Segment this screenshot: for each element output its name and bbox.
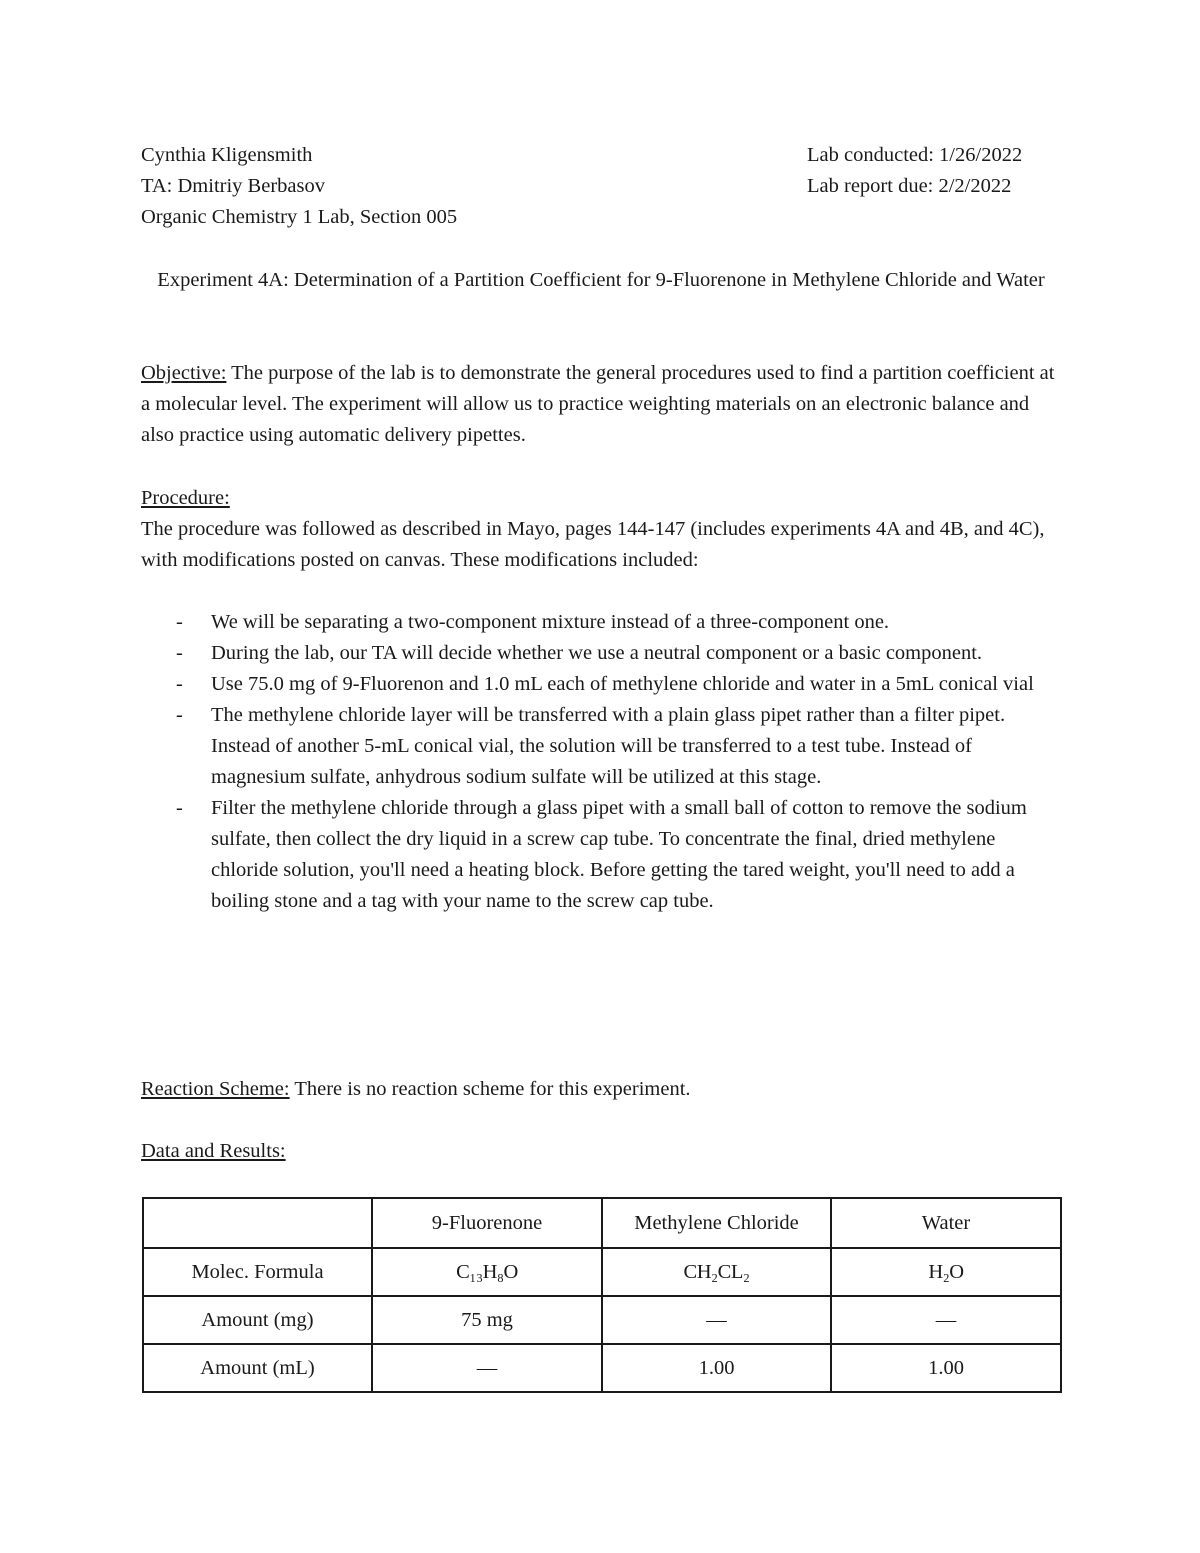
modification-text: During the lab, our TA will decide whether we use a neutral component or a basic component. bbox=[211, 642, 983, 664]
table-cell: 75 mg bbox=[372, 1296, 602, 1344]
table-header-cell: Water bbox=[831, 1198, 1061, 1248]
course-section: Organic Chemistry 1 Lab, Section 005 bbox=[141, 206, 458, 228]
table-cell: CH₂CL₂ bbox=[602, 1248, 831, 1296]
table-header-cell: Methylene Chloride bbox=[602, 1198, 831, 1248]
bullet-dash: - bbox=[176, 673, 183, 695]
objective-section bbox=[141, 358, 1061, 451]
report-header bbox=[141, 140, 1061, 233]
bullet-dash: - bbox=[176, 611, 183, 633]
modifications-list bbox=[141, 607, 1061, 917]
list-item bbox=[141, 669, 1061, 700]
bullet-dash: - bbox=[176, 797, 183, 819]
table-cell: Molec. Formula bbox=[143, 1248, 372, 1296]
table-cell: 1.00 bbox=[602, 1344, 831, 1392]
lab-conducted-date: Lab conducted: 1/26/2022 bbox=[807, 144, 1023, 166]
list-item bbox=[141, 793, 1061, 917]
data-table bbox=[142, 1197, 1062, 1393]
procedure-section bbox=[141, 483, 1061, 917]
header-row-3 bbox=[141, 202, 1061, 233]
reaction-scheme-section bbox=[141, 1074, 1061, 1105]
bullet-dash: - bbox=[176, 642, 183, 664]
modification-text: The methylene chloride layer will be transferred with a plain glass pipet rather than a filter pipet. Instead of another 5-mL conical vial, the solution will be transferred to a test tube. Instead of magnesium sulfate, anhydrous sodium sulfate will be utilized at this stage. bbox=[211, 704, 1006, 788]
table-header-row bbox=[143, 1198, 1061, 1248]
lab-report-due-date: Lab report due: 2/2/2022 bbox=[807, 175, 1012, 197]
objective-label: Objective: bbox=[141, 362, 227, 384]
table-row bbox=[143, 1344, 1061, 1392]
bullet-dash: - bbox=[176, 704, 183, 726]
author-name: Cynthia Kligensmith bbox=[141, 144, 313, 166]
table-cell: — bbox=[602, 1296, 831, 1344]
table-row bbox=[143, 1248, 1061, 1296]
reaction-scheme-label: Reaction Scheme: bbox=[141, 1078, 290, 1100]
modification-text: We will be separating a two-component mixture instead of a three-component one. bbox=[211, 611, 890, 633]
table-cell: Amount (mg) bbox=[143, 1296, 372, 1344]
data-results-label: Data and Results: bbox=[141, 1140, 286, 1162]
objective-text: The purpose of the lab is to demonstrate the general procedures used to find a partition coefficient at a molecular level. The experiment will allow us to practice weighting materials on an electronic balance and also practice using automatic delivery pipettes. bbox=[141, 362, 1055, 446]
procedure-label: Procedure: bbox=[141, 487, 230, 509]
data-results-section bbox=[141, 1136, 1061, 1167]
table-cell: H₂O bbox=[831, 1248, 1061, 1296]
table-header-cell: 9-Fluorenone bbox=[372, 1198, 602, 1248]
table-cell: Amount (mL) bbox=[143, 1344, 372, 1392]
table-row bbox=[143, 1296, 1061, 1344]
table-cell: C₁₃H₈O bbox=[372, 1248, 602, 1296]
table-cell: — bbox=[372, 1344, 602, 1392]
ta-name: TA: Dmitriy Berbasov bbox=[141, 175, 325, 197]
experiment-title: Experiment 4A: Determination of a Partition Coefficient for 9-Fluorenone in Methylene Chloride and Water bbox=[157, 269, 1045, 291]
list-item bbox=[141, 638, 1061, 669]
modification-text: Filter the methylene chloride through a glass pipet with a small ball of cotton to remove the sodium sulfate, then collect the dry liquid in a screw cap tube. To concentrate the final, dried methylene chloride solution, you'll need a heating block. Before getting the tared weight, you'll need to add a boiling stone and a tag with your name to the screw cap tube. bbox=[211, 797, 1027, 912]
header-row-2 bbox=[141, 171, 1061, 202]
table-cell: — bbox=[831, 1296, 1061, 1344]
table-cell: 1.00 bbox=[831, 1344, 1061, 1392]
table-header-cell bbox=[143, 1198, 372, 1248]
list-item bbox=[141, 607, 1061, 638]
header-row-1 bbox=[141, 140, 1061, 171]
procedure-text: The procedure was followed as described in Mayo, pages 144-147 (includes experiments 4A and 4B, and 4C), with modifications posted on canvas. These modifications included: bbox=[141, 518, 1045, 571]
modification-text: Use 75.0 mg of 9-Fluorenon and 1.0 mL each of methylene chloride and water in a 5mL conical vial bbox=[211, 673, 1034, 695]
list-item bbox=[141, 700, 1061, 793]
reaction-scheme-text: There is no reaction scheme for this experiment. bbox=[289, 1078, 691, 1100]
